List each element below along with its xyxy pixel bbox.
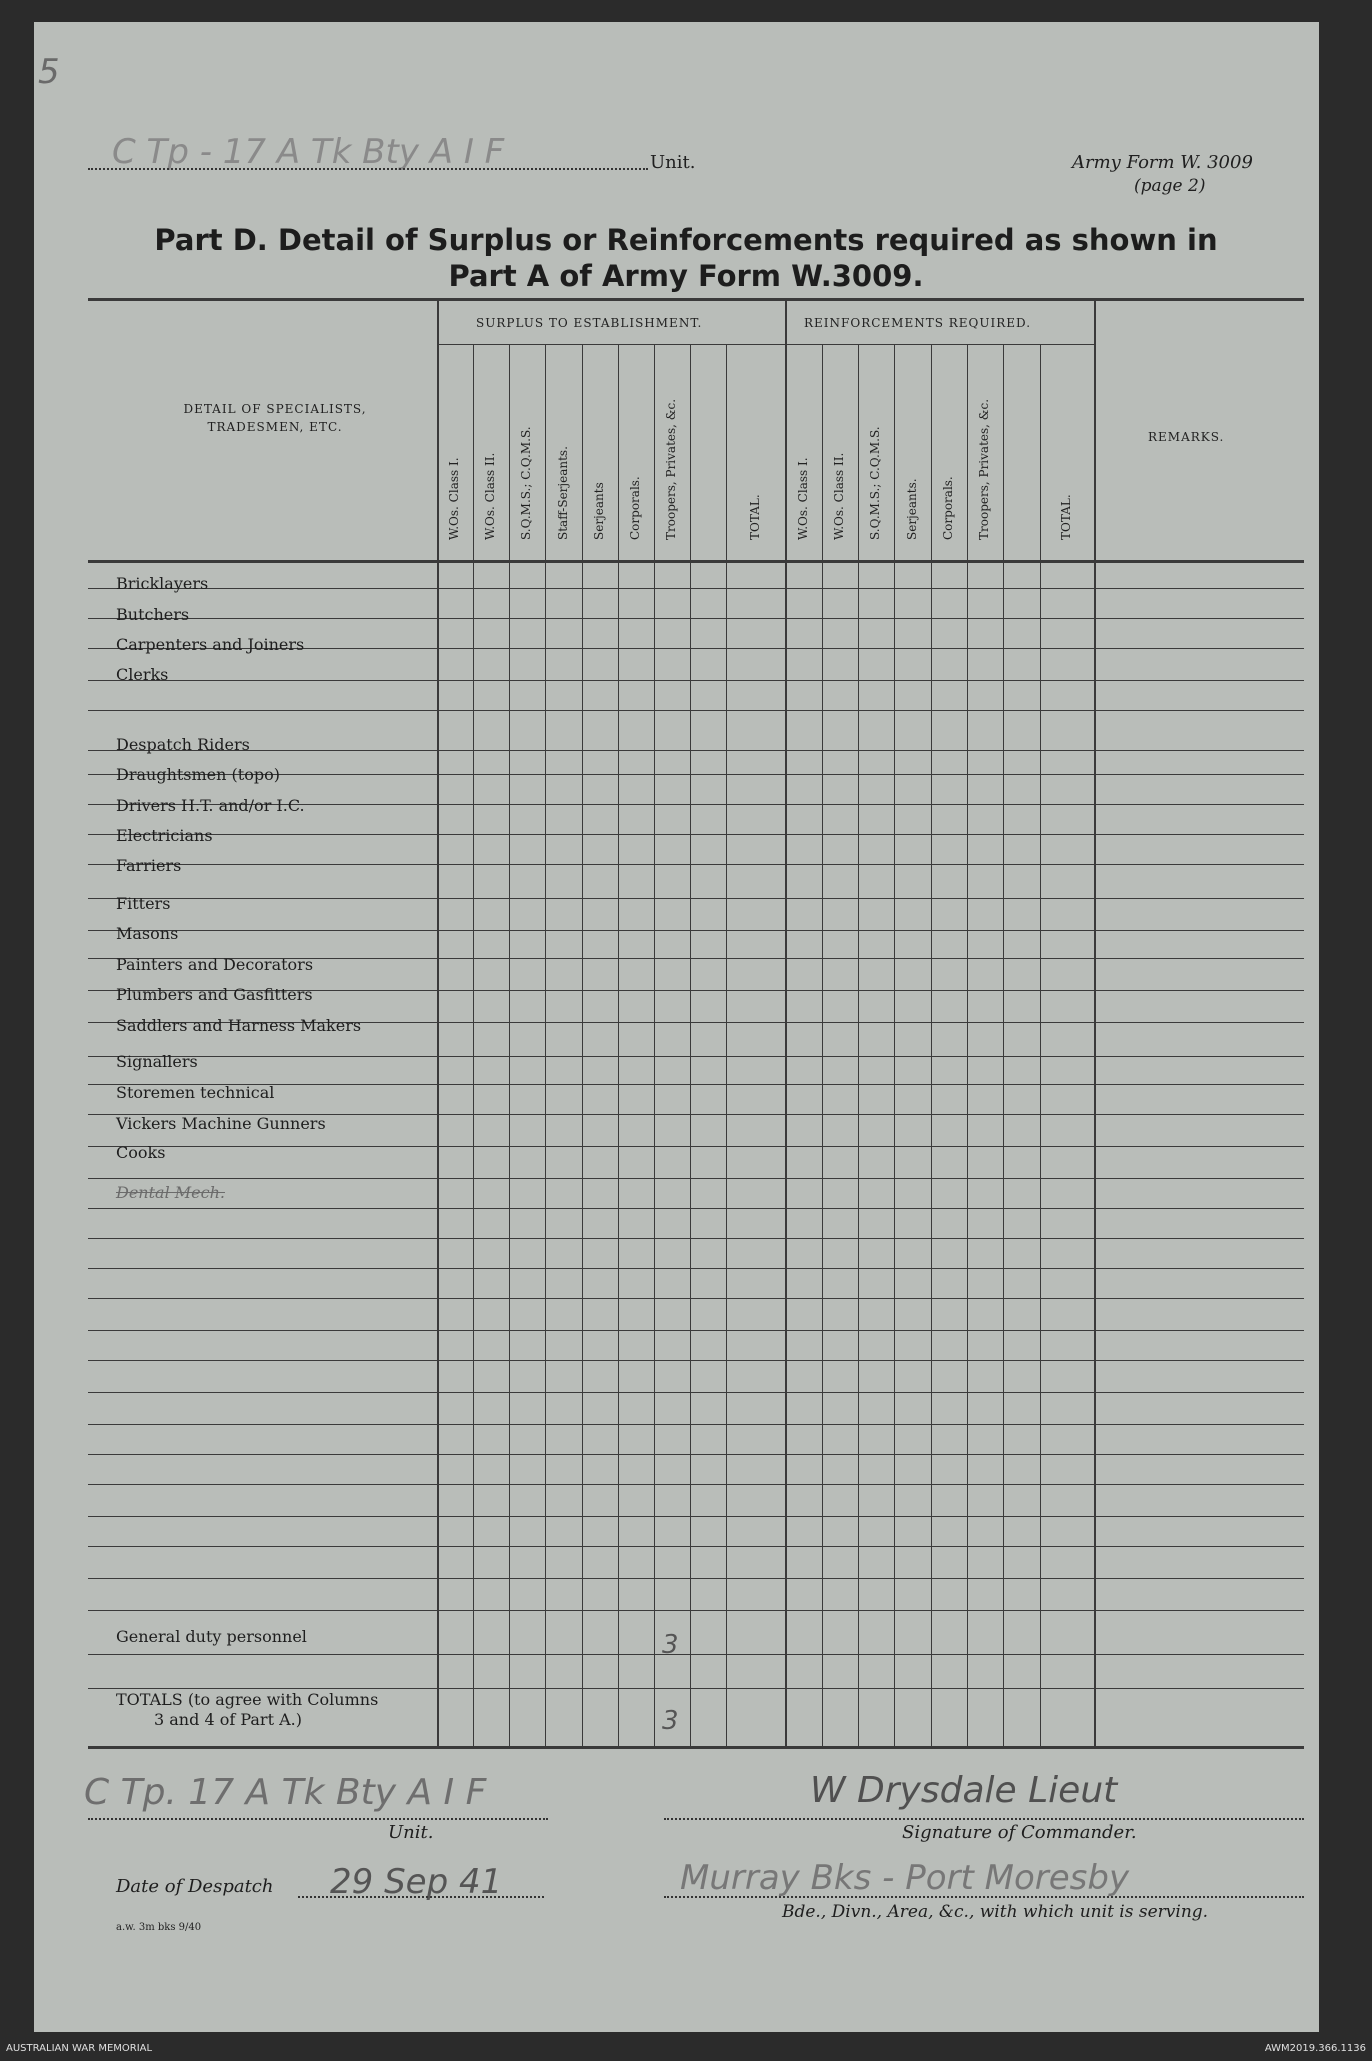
grid-hline	[88, 898, 1304, 899]
signature-line	[664, 1818, 1304, 1820]
column-header-text: Troopers, Privates, &c.	[977, 398, 991, 540]
grid-hline	[88, 750, 1304, 751]
unit-label-top: Unit.	[650, 152, 696, 173]
column-header-text: Corporals.	[628, 476, 642, 540]
remarks-header: REMARKS.	[1148, 430, 1225, 444]
page-mark: 5	[38, 52, 60, 92]
column-header-text: W.Os. Class II.	[483, 452, 497, 540]
column-header-text: Corporals.	[941, 476, 955, 540]
unit-line-top	[88, 168, 648, 170]
grid-hline	[88, 1610, 1304, 1611]
grid-vline	[1040, 344, 1041, 1747]
totals-label	[116, 1690, 378, 1730]
form-title-line1: Part D. Detail of Surplus or Reinforcements required as shown in	[154, 223, 1218, 257]
detail-header	[150, 400, 400, 436]
brigade-line	[664, 1896, 1304, 1898]
row-label: Clerks	[116, 665, 169, 684]
brigade-handwritten: Murray Bks - Port Moresby	[680, 1858, 1130, 1898]
date-line	[298, 1896, 544, 1898]
caption-left: AUSTRALIAN WAR MEMORIAL	[6, 2043, 153, 2054]
grid-hline	[88, 1688, 1304, 1689]
grid-hline	[88, 1424, 1304, 1425]
grid-vline	[726, 344, 727, 1747]
row-label: Carpenters and Joiners	[116, 635, 305, 654]
print-code: a.w. 3m bks 9/40	[116, 1922, 202, 1933]
date-label: Date of Despatch	[116, 1876, 274, 1897]
grid-hline	[88, 680, 1304, 681]
column-header	[785, 340, 822, 540]
grid-vline	[618, 344, 619, 1747]
grid-hline	[88, 1056, 1304, 1057]
column-header	[545, 340, 582, 540]
grid-vline	[582, 344, 583, 1747]
grid-vline	[545, 344, 546, 1747]
grid-hline	[88, 1330, 1304, 1331]
totals-label-line2: 3 and 4 of Part A.)	[154, 1710, 302, 1729]
grid-hline	[88, 930, 1304, 931]
column-header-text: S.Q.M.S.; C.Q.M.S.	[868, 426, 882, 540]
column-header	[1040, 340, 1094, 540]
table-bottom-border	[88, 1746, 1304, 1749]
unit-line-bottom	[88, 1818, 548, 1820]
grid-hline	[88, 1208, 1304, 1209]
detail-header-line2: TRADESMEN, ETC.	[207, 420, 343, 434]
grid-hline	[88, 864, 1304, 865]
row-label: Vickers Machine Gunners	[116, 1114, 326, 1133]
column-header	[726, 340, 785, 540]
grid-hline	[88, 618, 1304, 619]
column-header-text: W.Os. Class II.	[832, 452, 846, 540]
grid-vline	[858, 344, 859, 1747]
grid-hline	[88, 710, 1304, 711]
grid-hline	[88, 1454, 1304, 1455]
unit-handwritten-bottom: C Tp. 17 A Tk Bty A I F	[84, 1772, 487, 1813]
reinforcements-header: REINFORCEMENTS REQUIRED.	[804, 316, 1032, 330]
row-label: Drivers H.T. and/or I.C.	[116, 796, 305, 815]
column-header-text: TOTAL.	[1059, 494, 1073, 540]
row-label: Painters and Decorators	[116, 955, 314, 974]
grid-vline	[690, 344, 691, 1747]
row-label: Despatch Riders	[116, 735, 250, 754]
grid-vline	[1003, 344, 1004, 1747]
grid-hline	[88, 1484, 1304, 1485]
totals-value: 3	[662, 1706, 679, 1736]
grid-hline	[88, 1546, 1304, 1547]
brigade-label: Bde., Divn., Area, &c., with which unit is serving.	[782, 1902, 1209, 1922]
grid-vline	[654, 344, 655, 1747]
grid-hline	[88, 588, 1304, 589]
grid-vline	[967, 344, 968, 1747]
grid-vline	[509, 344, 510, 1747]
grid-vline	[894, 344, 895, 1747]
column-header	[858, 340, 894, 540]
struck-row-label: Dental Mech.	[116, 1183, 225, 1202]
column-header-text: TOTAL.	[747, 494, 762, 540]
general-duty-value: 3	[662, 1630, 679, 1660]
row-label: Electricians	[116, 826, 213, 845]
grid-vline	[931, 344, 932, 1747]
form-page: (page 2)	[1134, 176, 1206, 196]
surplus-header: SURPLUS TO ESTABLISHMENT.	[476, 316, 703, 330]
row-label: Draughtsmen (topo)	[116, 765, 280, 784]
row-label: Cooks	[116, 1143, 166, 1162]
column-header-text: S.Q.M.S.; C.Q.M.S.	[519, 426, 533, 540]
row-label: Bricklayers	[116, 574, 209, 593]
column-header-text: W.Os. Class I.	[447, 457, 461, 540]
date-handwritten: 29 Sep 41	[330, 1862, 503, 1902]
grid-hline	[88, 1238, 1304, 1239]
column-header-text: Serjeants.	[904, 478, 919, 540]
column-header	[931, 340, 967, 540]
grid-hline	[88, 834, 1304, 835]
grid-vline	[1094, 300, 1096, 1747]
grid-hline	[88, 1298, 1304, 1299]
grid-hline	[88, 1178, 1304, 1179]
grid-hline	[88, 1516, 1304, 1517]
general-duty-label: General duty personnel	[116, 1627, 307, 1646]
column-header	[618, 340, 654, 540]
table-top-border	[88, 298, 1304, 301]
row-label: Saddlers and Harness Makers	[116, 1016, 362, 1035]
row-label: Fitters	[116, 894, 171, 913]
grid-hline	[88, 1146, 1304, 1147]
column-header	[473, 340, 509, 540]
grid-hline	[88, 1268, 1304, 1269]
column-header	[654, 340, 690, 540]
column-header-text: Serjeants	[592, 482, 606, 540]
form-title-line2: Part A of Army Form W.3009.	[448, 259, 924, 293]
row-label: Butchers	[116, 605, 190, 624]
column-header-text: Staff-Serjeants.	[555, 446, 570, 540]
unit-label-bottom: Unit.	[388, 1822, 434, 1843]
row-label: Farriers	[116, 856, 182, 875]
column-header-text: W.Os. Class I.	[795, 457, 810, 540]
caption-right: AWM2019.366.1136	[1264, 2043, 1366, 2054]
row-label: Masons	[116, 924, 179, 943]
grid-hline	[88, 560, 1304, 563]
column-header-text: Troopers, Privates, &c.	[664, 398, 678, 540]
row-label: Plumbers and Gasfitters	[116, 985, 313, 1004]
unit-handwritten-top: C Tp - 17 A Tk Bty A I F	[112, 132, 505, 172]
column-header	[437, 340, 473, 540]
grid-hline	[88, 1578, 1304, 1579]
column-header	[894, 340, 931, 540]
row-label: Storemen technical	[116, 1083, 275, 1102]
grid-hline	[88, 1392, 1304, 1393]
signature-label: Signature of Commander.	[902, 1822, 1137, 1843]
grid-hline	[88, 1654, 1304, 1655]
grid-vline	[822, 344, 823, 1747]
totals-label-line1: TOTALS (to agree with Columns	[116, 1690, 379, 1709]
column-header	[822, 340, 858, 540]
form-name: Army Form W. 3009	[1072, 152, 1253, 173]
signature-handwritten: W Drysdale Lieut	[810, 1770, 1118, 1811]
grid-hline	[88, 1360, 1304, 1361]
column-header	[509, 340, 545, 540]
row-label: Signallers	[116, 1052, 198, 1071]
grid-vline	[473, 344, 474, 1747]
column-header	[582, 340, 618, 540]
column-header	[967, 340, 1003, 540]
detail-header-line1: DETAIL OF SPECIALISTS,	[183, 402, 367, 416]
